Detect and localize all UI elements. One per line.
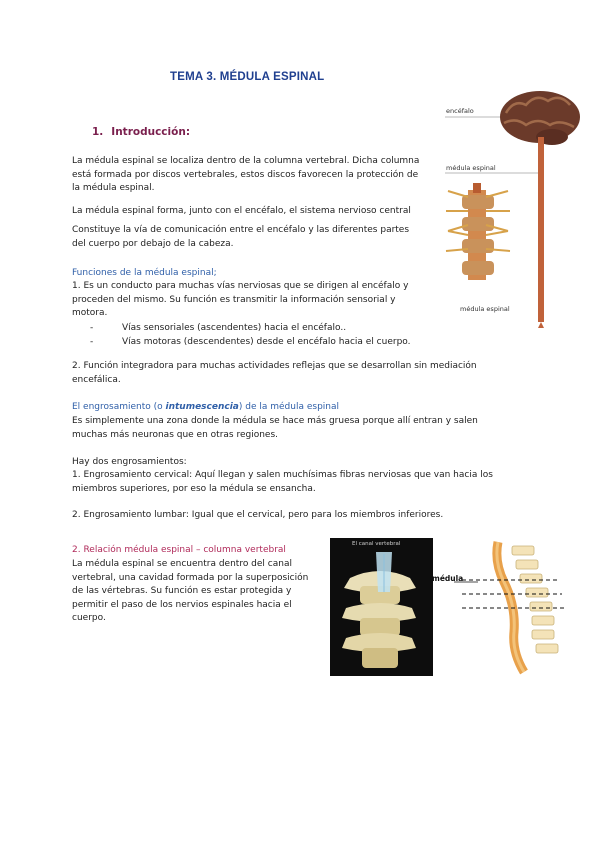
figure-label-encefalo: encéfalo xyxy=(446,107,474,115)
funciones-bullets xyxy=(72,322,432,349)
heading-part: El engrosamiento (o xyxy=(72,402,166,412)
figure-label-canal: El canal vertebral xyxy=(352,541,401,547)
intro-paragraph-3: Constituye la vía de comunicación entre el encéfalo y las diferentes partes del cuerpo por debajo de la cabeza. xyxy=(72,225,410,249)
relacion-paragraph: La médula espinal se encuentra dentro del canal vertebral, una cavidad formada por la superposición de las vértebras. Su función es estar protegida y permitir el paso de los nervios espinales hacia el cuerpo. xyxy=(72,559,309,623)
intro-paragraph-1: La médula espinal se localiza dentro de la columna vertebral. Dicha columna está formada por discos vertebrales, estos discos favorecen la protección de la médula espinal. xyxy=(72,156,420,193)
vertebral-canal-figure xyxy=(330,538,433,676)
list-item: - Vías motoras (descendentes) desde el encéfalo hacia el cuerpo. xyxy=(72,336,432,350)
section-heading-relacion: 2. Relación médula espinal – columna vertebral xyxy=(72,545,286,555)
section-heading-intro xyxy=(92,126,190,138)
engrosamiento-item-2: 2. Engrosamiento lumbar: Igual que el cervical, pero para los miembros inferiores. xyxy=(72,510,444,520)
figure-label-medula-column: médula xyxy=(432,574,464,583)
list-item: - Vías sensoriales (ascendentes) hacia el encéfalo.. xyxy=(72,322,432,336)
figure-label-medula-bottom: médula espinal xyxy=(460,305,510,313)
funciones-item-2: 2. Función integradora para muchas actividades reflejas que se desarrollan sin mediación encefálica. xyxy=(72,361,477,385)
funciones-heading: Funciones de la médula espinal; xyxy=(72,268,217,278)
engrosamiento-heading xyxy=(72,401,339,415)
engrosamiento-intro: Hay dos engrosamientos: xyxy=(72,457,187,467)
engrosamiento-item-1: 1. Engrosamiento cervical: Aquí llegan y salen muchísimas fibras nerviosas que van hacia los miembros superiores, por eso la médula se ensancha. xyxy=(72,470,493,494)
intro-paragraph-2: La médula espinal forma, junto con el encéfalo, el sistema nervioso central xyxy=(72,206,411,216)
bullet-text: Vías motoras (descendentes) desde el encéfalo hacia el cuerpo. xyxy=(122,336,411,347)
heading-emphasis: intumescencia xyxy=(165,402,239,412)
funciones-item-1: 1. Es un conducto para muchas vías nerviosas que se dirigen al encéfalo y proceden del mismo. Su función es transmitir la información sensorial y motora. xyxy=(72,281,409,318)
section-title: Introducción: xyxy=(111,126,191,138)
figure-label-medula: médula espinal xyxy=(446,164,496,172)
section-number: 1. xyxy=(92,126,104,138)
engrosamiento-description: Es simplemente una zona donde la médula se hace más gruesa porque allí entran y salen muchas más neuronas que en otras regiones. xyxy=(72,416,478,440)
heading-part: ) de la médula espinal xyxy=(238,402,340,412)
brain-spinal-cord-figure xyxy=(440,85,590,330)
bullet-text: Vías sensoriales (ascendentes) hacia el encéfalo.. xyxy=(122,323,347,333)
spinal-column-figure xyxy=(432,538,590,676)
page-title: TEMA 3. MÉDULA ESPINAL xyxy=(170,71,325,83)
